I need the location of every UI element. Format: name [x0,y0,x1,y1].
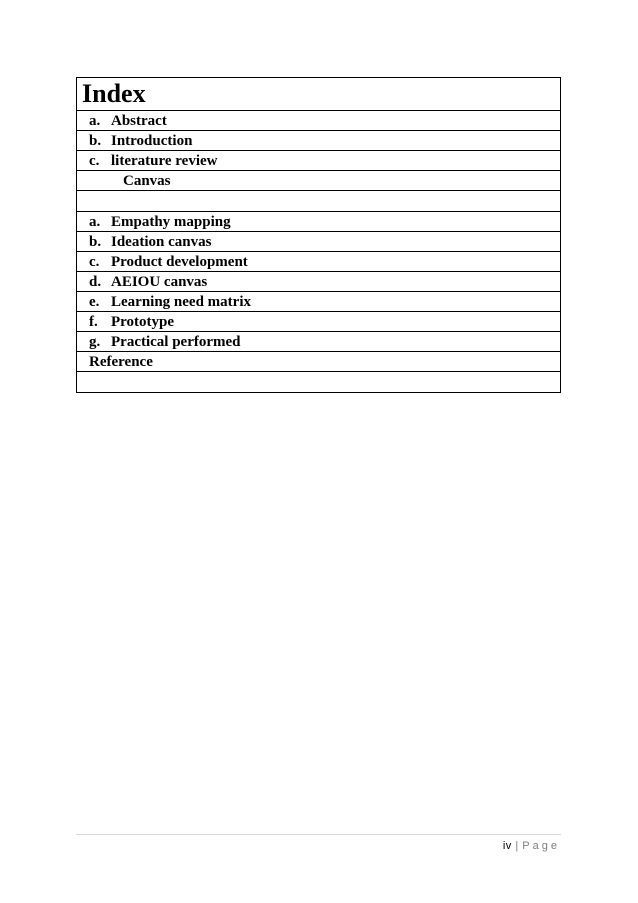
index-entry [77,111,561,131]
index-entry [77,312,561,332]
entry-label: Empathy mapping [111,213,231,230]
index-row [77,292,561,312]
entry-letter: b. [89,233,102,250]
index-row [77,252,561,272]
index-reference: Reference [77,352,561,372]
index-row [77,352,561,372]
index-blank-row [77,191,561,212]
index-title: Index [77,78,561,111]
page-number: iv [502,840,512,852]
index-row [77,272,561,292]
index-row [77,332,561,352]
index-entry [77,252,561,272]
index-entry [77,212,561,232]
entry-label: Practical performed [111,333,241,350]
entry-label: AEIOU canvas [111,273,208,290]
entry-label: Product development [111,253,248,270]
entry-letter: b. [89,132,102,149]
entry-letter: a. [89,112,101,129]
index-table [76,77,561,393]
entry-label: Learning need matrix [111,293,251,310]
entry-letter: d. [89,273,102,290]
entry-label: Prototype [111,313,175,330]
index-subheading: Canvas [77,171,561,191]
index-entry [77,151,561,171]
footer-divider [76,834,561,835]
index-blank-cell [77,372,561,393]
index-row [77,131,561,151]
entry-letter: f. [89,313,98,330]
page-word: Page [522,840,560,852]
entry-label: Ideation canvas [111,233,212,250]
entry-letter: c. [89,152,100,169]
index-entry [77,232,561,252]
index-row [77,111,561,131]
entry-label: literature review [111,152,218,169]
index-entry [77,131,561,151]
index-row [77,232,561,252]
entry-label: Abstract [111,112,167,129]
index-title-row [77,78,561,111]
entry-letter: g. [89,333,101,350]
page-footer [503,840,560,852]
index-row [77,151,561,171]
entry-letter: c. [89,253,100,270]
index-row [77,171,561,191]
index-entry [77,272,561,292]
index-entry [77,332,561,352]
index-blank-row [77,372,561,393]
entry-letter: a. [89,213,101,230]
index-row [77,212,561,232]
entry-letter: e. [89,293,100,310]
index-row [77,312,561,332]
entry-label: Introduction [111,132,193,149]
footer-separator: | [515,840,519,852]
index-blank-cell [77,191,561,212]
index-entry [77,292,561,312]
